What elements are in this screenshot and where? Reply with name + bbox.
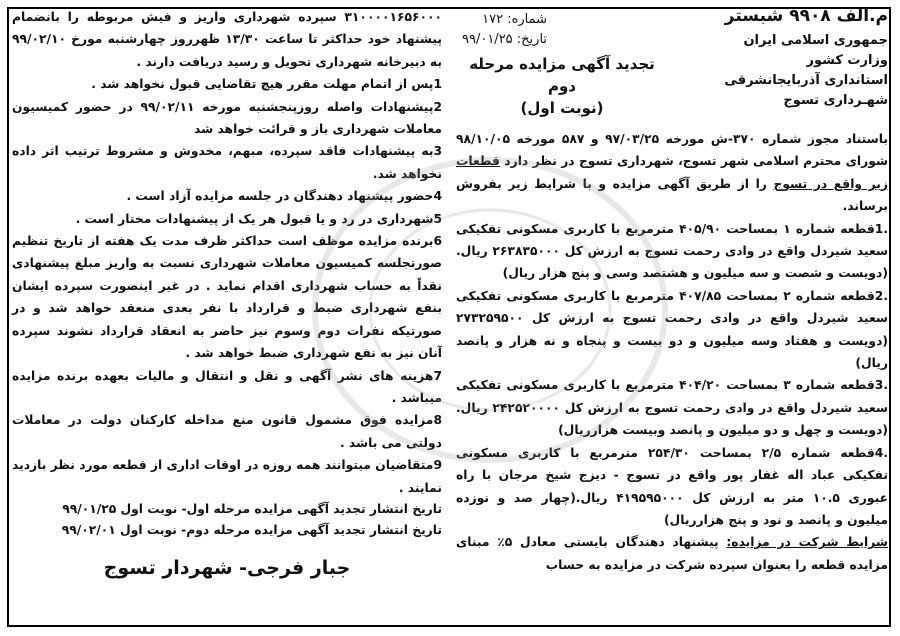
rule-6: 6برنده مزایده موظف است حداکثر ظرف مدت یک هفته از تاریخ تنظیم صورتجلسه کمیسیون معاملات شهرداری نسبت به واریز مبلغ پیشنهادی نقداً به حساب شهرداری اقدام نماید . در غیر اینصورت سپرده ایشان بنفع شهرداری ضبط و قرارداد با نفر بعدی منعقد خواهد شد و در صورتیکه نفرات دوم وسوم نیز حاضر به انعقاد قرارداد نشوند سپرده آنان نیز به نفع شهرداری ضبط خواهد شد .	[12, 234, 442, 361]
org-line: جمهوری اسلامی ایران	[743, 33, 888, 48]
issuing-organizations	[724, 31, 888, 111]
lot-3: .3قطعه شماره ۳ بمساحت ۴۰۴/۲۰ مترمربع با کاربری مسکونی تفکیکی سعید شیردل واقع در وادی رحمت تسوج به ارزش کل ۲۴۲۵۲۰۰۰۰ ریال.(دویست و چهل و دو میلیون و پانصد وبیست هزارریال)	[456, 378, 888, 438]
ad-header	[456, 6, 888, 128]
page-title	[456, 53, 668, 119]
org-line: وزارت کشور	[806, 53, 888, 68]
rule-9: 9متقاضیان میتوانند همه روزه در اوقات اداری از قطعه مورد نظر بازدید نمایند .	[12, 458, 442, 495]
title-line-1: تجدید آگهی مزایده مرحله دوم	[469, 55, 655, 95]
conditions-text: پیشنهاد دهندگان بایستی معادل ۵٪ مبنای مزایده قطعه را بعنوان سپرده شرکت در مزایده به حساب	[456, 535, 888, 572]
rule-4: 4حضور پیشنهاد دهندگان در جلسه مزایده آزاد است .	[126, 189, 442, 204]
rule-1: 1پس از اتمام مهلت مقرر هیچ تقاضایی قبول نخواهد شد .	[91, 77, 442, 92]
ad-number: م.الف ۹۹۰۸ شبستر	[724, 6, 888, 26]
signature: جبار فرجی- شهردار تسوج	[103, 556, 351, 579]
ad-issue-number: شماره: ۱۷۲	[482, 12, 548, 27]
org-line: استانداری آذربایجانشرقی	[724, 73, 888, 88]
intro-paragraph	[456, 128, 888, 218]
deposit-continuation: ۳۱۰۰۰۰۱۶۵۶۰۰۰ سپرده شهرداری واریز و فیش مربوطه را بانضمام پیشنهاد خود حداکثر تا ساعت ۱۳/۳۰ ظهرروز چهارشنبه مورخ ۹۹/۰۲/۱۰ به دبیرخانه شهرداری تحویل و رسید دریافت دارند .	[12, 10, 442, 69]
rule-5: 5شهرداری در رد و یا قبول هر یک از پیشنهادات مختار است .	[75, 211, 442, 226]
org-line: شهـرداری تسوج	[783, 93, 888, 108]
ad-issue-date: تاریخ: ۹۹/۰۱/۲۵	[462, 32, 548, 47]
lot-2: .2قطعه شماره ۲ بمساحت ۴۰۷/۸۵ مترمربع با کاربری مسکونی تفکیکی سعید شیردل واقع در وادی رحمت تسوج به ارزش کل ۲۷۳۲۵۹۵۰۰ (دویست و هفتاد وسه میلیون و دو بیست و پنجاه و نه هزار و پانصد ریال)	[456, 288, 888, 371]
rule-2: 2پیشنهادات واصله روزپنجشنبه مورخه ۹۹/۰۲/۱۱ در حضور کمیسیون معاملات شهرداری باز و قرائت خواهد شد	[12, 99, 442, 137]
lot-1: .1قطعه شماره ۱ بمساحت ۴۰۵/۹۰ مترمربع با کاربری مسکونی تفکیکی سعید شیردل واقع در وادی رحمت تسوج به ارزش کل ۲۶۳۸۳۵۰۰۰ ریال.(دویست و شصت و سه میلیون و هشتصد وسی و پنج هزار ریال)	[456, 221, 888, 281]
ad-meta	[462, 10, 547, 50]
rule-7: 7هزینه های نشر آگهی و نقل و انتقال و مالیات بعهده برنده مزایده میباشد .	[12, 368, 442, 405]
rule-8: 8مزایده فوق مشمول قانون منع مداخله کارکنان دولت در معاملات دولتی می باشد .	[12, 413, 442, 450]
publication-date-1: تاریخ انتشار تجدید آگهی مزایده مرحله اول- نوبت اول ۹۹/۰۱/۲۵	[62, 501, 442, 516]
right-column	[456, 6, 888, 576]
lot-4: .4قطعه شماره ۲/۵ بمساحت ۲۵۴/۳۰ مترمربع با کاربری مسکونی تفکیکی عباد اله غفار پور واقع در تسوج - دیزج شیخ مرجان با راه عبوری ۱۰.۵ متر به ارزش کل ۴۱۹۵۹۵۰۰۰ ریال.(چهار صد و نوزده میلیون و پانصد و نود و پنج هزارریال)	[456, 445, 889, 527]
intro-text-end: را از طریق آگهی مزایده و با شرایط زیر بفروش برساند.	[456, 176, 888, 214]
publication-date-2: تاریخ انتشار تجدید آگهی مزایده مرحله دوم- نوبت اول ۹۹/۰۲/۰۱	[61, 522, 442, 537]
publication-dates	[12, 499, 442, 541]
conditions-paragraph	[456, 531, 888, 576]
rule-3: 3به پیشنهادات فاقد سپرده، مبهم، مخدوش و مشروط ترتیب اثر داده نخواهد شد.	[12, 144, 442, 181]
title-line-2: (نوبت اول)	[520, 99, 604, 117]
conditions-heading: شرایط شرکت در مزایده:	[726, 535, 889, 550]
intro-text: باستناد مجوز شماره ۳۷۰-ش مورخه ۹۷/۰۳/۲۵ و ۵۸۷ مورخه ۹۸/۱۰/۰۵ شورای محترم اسلامی شهر تسوج، شهرداری تسوج در نظر دارد	[456, 132, 888, 169]
intro-underlined: قطعات زیر واقع در تسوج	[456, 154, 888, 191]
left-column	[12, 6, 442, 579]
